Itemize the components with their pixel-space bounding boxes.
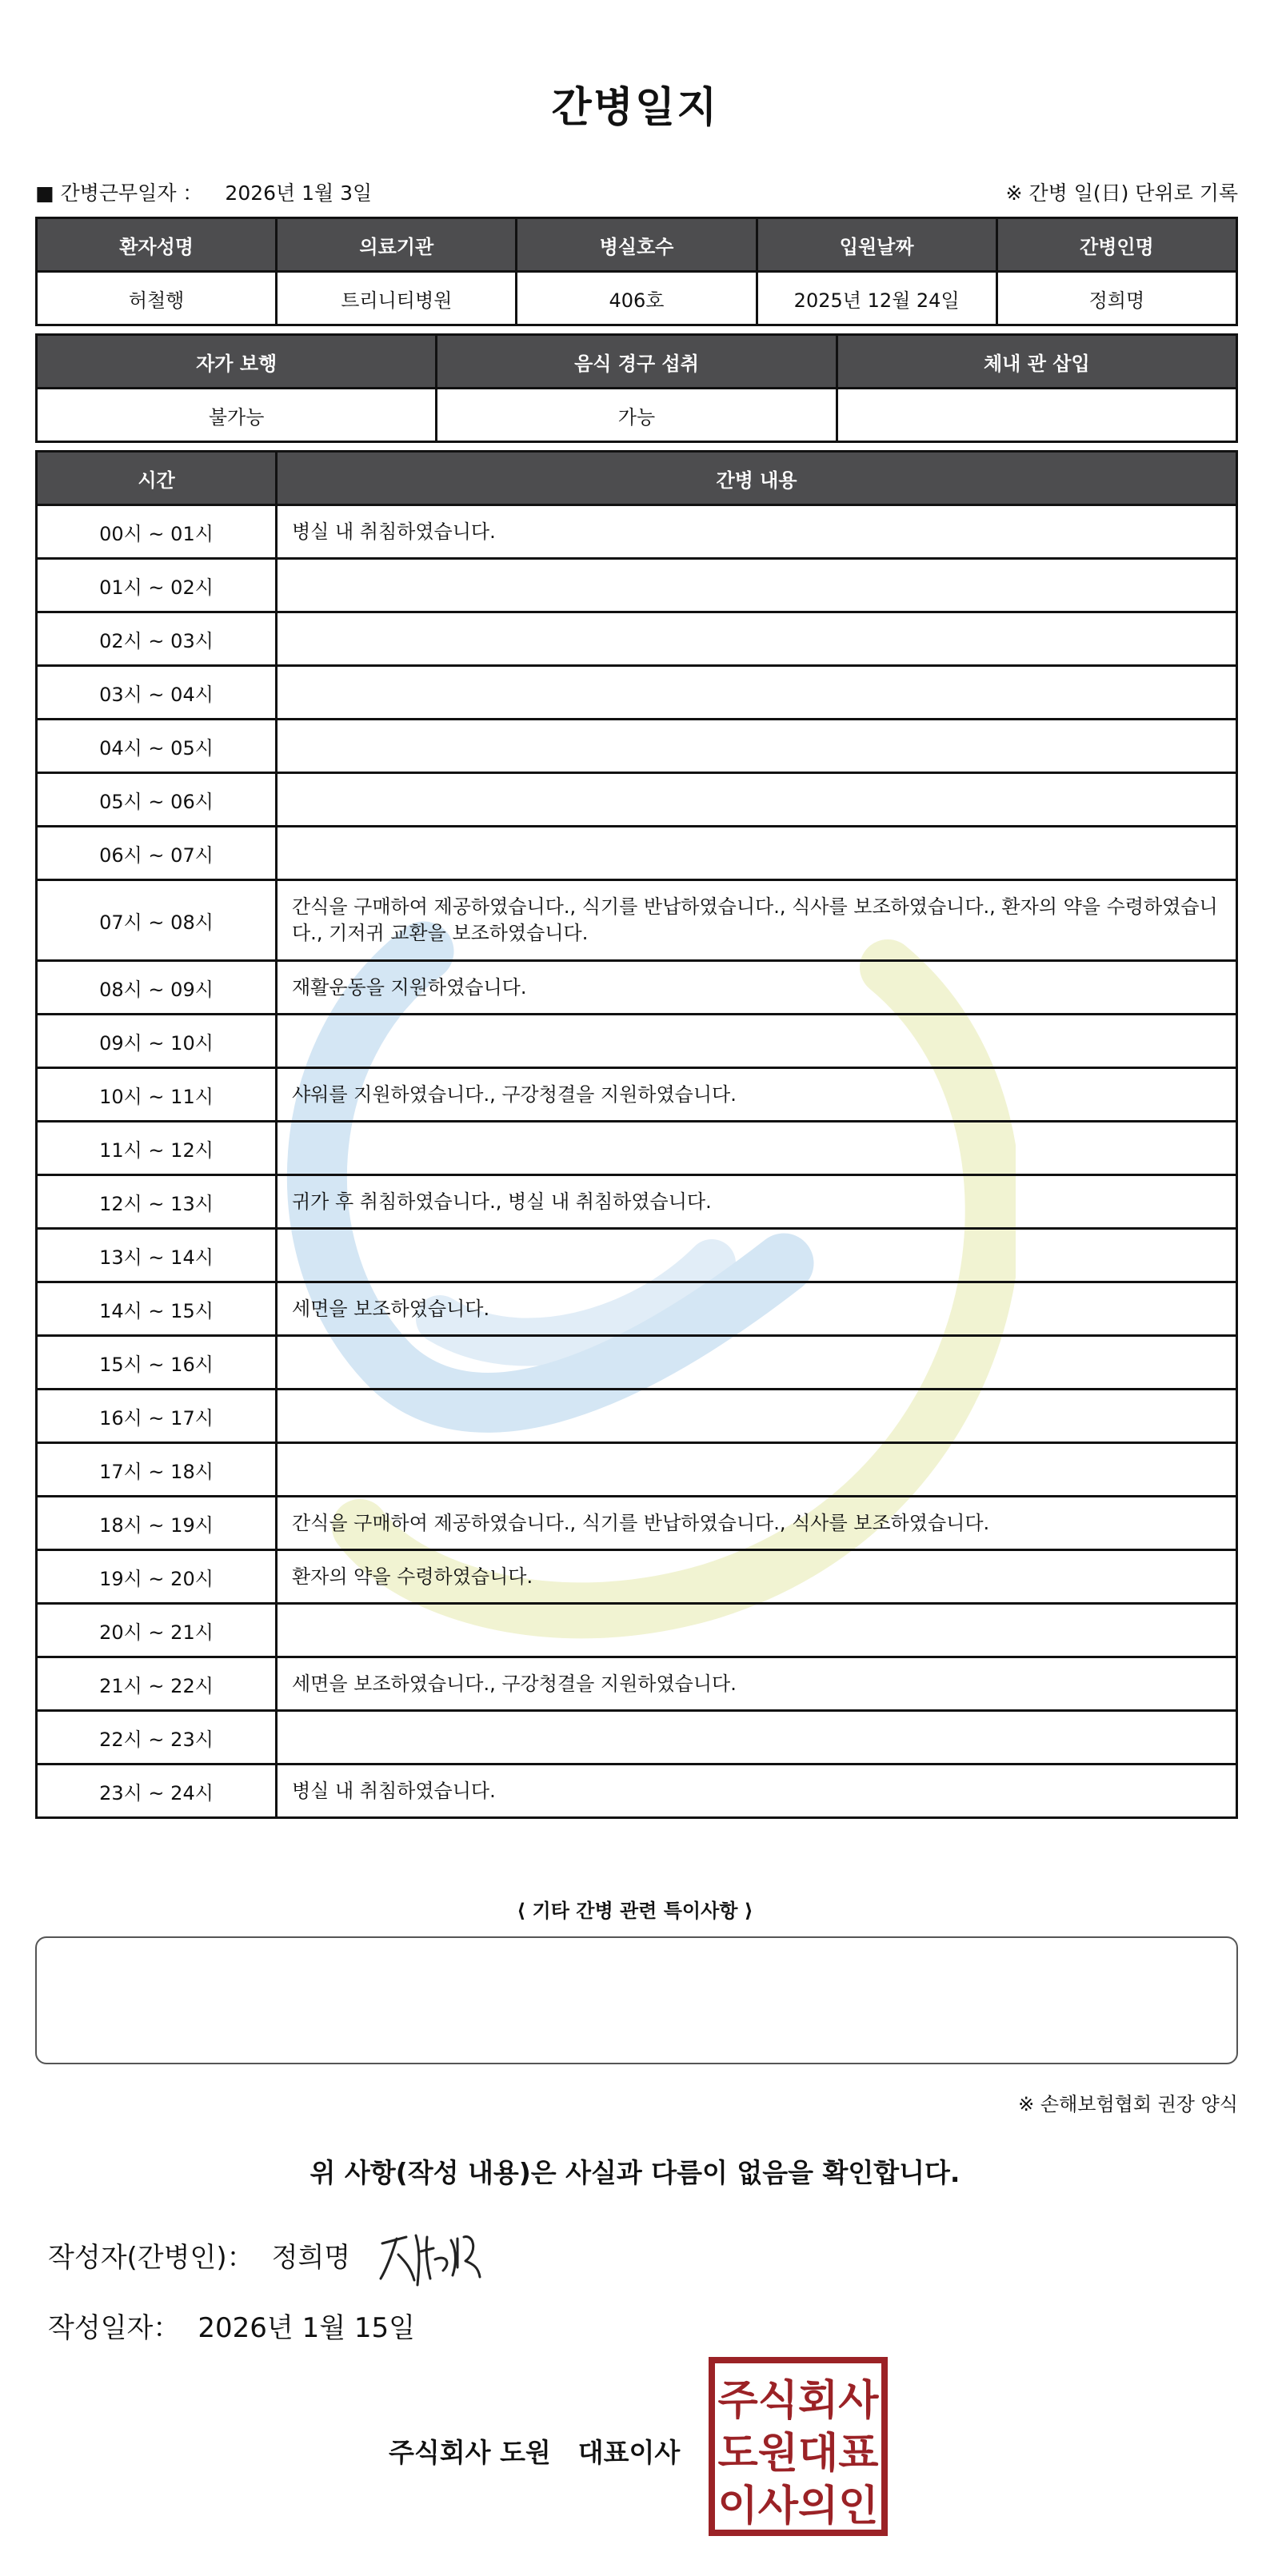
log-content [277, 1336, 1237, 1390]
header-oral-intake: 음식 경구 섭취 [437, 335, 837, 389]
table-row [37, 1015, 1237, 1068]
table-row [37, 961, 1237, 1015]
log-time: 05시 ~ 06시 [37, 773, 277, 827]
header-tube-insertion: 체내 관 삽입 [837, 335, 1236, 389]
log-time: 18시 ~ 19시 [37, 1497, 277, 1550]
table-row [37, 1229, 1237, 1282]
header-time: 시간 [37, 452, 277, 505]
table-row [37, 827, 1237, 880]
company-name: 주식회사 도원 [389, 2437, 551, 2468]
table-row [37, 1390, 1237, 1443]
log-time: 17시 ~ 18시 [37, 1443, 277, 1497]
log-content [277, 1443, 1237, 1497]
work-date-label: ■ 간병근무일자 ： [35, 181, 203, 205]
log-content [277, 1015, 1237, 1068]
log-time: 02시 ~ 03시 [37, 612, 277, 666]
caregiver-name: 정희명 [996, 272, 1236, 325]
status-value-row [37, 389, 1237, 442]
writer-label: 작성자(간병인)： [48, 2242, 254, 2274]
log-time: 00시 ~ 01시 [37, 505, 277, 559]
log-header-row [37, 452, 1237, 505]
written-date-line [48, 2306, 415, 2345]
table-row [37, 559, 1237, 612]
company-line [389, 2432, 680, 2470]
log-content: 간식을 구매하여 제공하였습니다., 식기를 반납하였습니다., 식사를 보조하였습니다., 환자의 약을 수령하였습니다., 기저귀 교환을 보조하였습니다. [277, 880, 1237, 961]
unit-note: ※ 간병 일(日) 단위로 기록 [1005, 181, 1238, 205]
log-content: 세면을 보조하였습니다., 구강청결을 지원하였습니다. [277, 1657, 1237, 1711]
log-content: 귀가 후 취침하였습니다., 병실 내 취침하였습니다. [277, 1175, 1237, 1229]
log-time: 20시 ~ 21시 [37, 1604, 277, 1657]
hospital: 트리니티병원 [277, 272, 517, 325]
log-content [277, 559, 1237, 612]
writer-name: 정희명 [271, 2242, 351, 2274]
log-time: 11시 ~ 12시 [37, 1122, 277, 1175]
log-time: 04시 ~ 05시 [37, 720, 277, 773]
log-time: 16시 ~ 17시 [37, 1390, 277, 1443]
status-header-row [37, 335, 1237, 389]
log-content: 병실 내 취침하였습니다. [277, 505, 1237, 559]
log-content [277, 1390, 1237, 1443]
table-row [37, 880, 1237, 961]
self-walking: 불가능 [37, 389, 437, 442]
log-time: 08시 ~ 09시 [37, 961, 277, 1015]
table-row [37, 1122, 1237, 1175]
log-time: 10시 ~ 11시 [37, 1068, 277, 1122]
confirmation-statement: 위 사항(작성 내용)은 사실과 다름이 없음을 확인합니다. [310, 2157, 960, 2188]
patient-value-row [37, 272, 1237, 325]
log-content [277, 720, 1237, 773]
log-content: 샤워를 지원하였습니다., 구강청결을 지원하였습니다. [277, 1068, 1237, 1122]
oral-intake: 가능 [437, 389, 837, 442]
work-date [35, 177, 372, 206]
table-row [37, 1175, 1237, 1229]
header-care-content: 간병 내용 [277, 452, 1237, 505]
log-time: 03시 ~ 04시 [37, 666, 277, 720]
log-content: 간식을 구매하여 제공하였습니다., 식기를 반납하였습니다., 식사를 보조하였습니다. [277, 1497, 1237, 1550]
written-date-value: 2026년 1월 15일 [198, 2312, 415, 2344]
header-hospital: 의료기관 [277, 218, 517, 272]
log-time: 14시 ~ 15시 [37, 1282, 277, 1336]
log-time: 23시 ~ 24시 [37, 1765, 277, 1818]
table-row [37, 1604, 1237, 1657]
table-row [37, 773, 1237, 827]
table-row [37, 612, 1237, 666]
seal-line: 주식회사 [717, 2377, 879, 2425]
writer-line [48, 2235, 350, 2275]
log-content [277, 827, 1237, 880]
form-note: ※ 손해보험협회 권장 양식 [1018, 2093, 1238, 2115]
table-row [37, 505, 1237, 559]
patient-name: 허철행 [37, 272, 277, 325]
table-row [37, 1550, 1237, 1604]
log-content [277, 1711, 1237, 1765]
log-content [277, 612, 1237, 666]
log-time: 19시 ~ 20시 [37, 1550, 277, 1604]
remarks-title: ⟨ 기타 간병 관련 특이사항 ⟩ [517, 1900, 753, 1922]
log-time: 12시 ~ 13시 [37, 1175, 277, 1229]
seal-line: 이사의인 [717, 2482, 879, 2530]
care-log-table [35, 450, 1238, 1819]
admission-date: 2025년 12월 24일 [757, 272, 996, 325]
header-self-walking: 자가 보행 [37, 335, 437, 389]
log-content [277, 773, 1237, 827]
log-time: 15시 ~ 16시 [37, 1336, 277, 1390]
patient-header-row [37, 218, 1237, 272]
tube-insertion [837, 389, 1236, 442]
log-time: 22시 ~ 23시 [37, 1711, 277, 1765]
header-caregiver-name: 간병인명 [996, 218, 1236, 272]
log-content: 병실 내 취침하였습니다. [277, 1765, 1237, 1818]
signature-image [374, 2219, 502, 2291]
table-row [37, 720, 1237, 773]
room-number: 406호 [517, 272, 757, 325]
table-row [37, 666, 1237, 720]
table-row [37, 1765, 1237, 1818]
header-room: 병실호수 [517, 218, 757, 272]
patient-status-table [35, 333, 1238, 443]
seal-line: 도원대표 [717, 2430, 879, 2478]
header-admission-date: 입원날짜 [757, 218, 996, 272]
table-row [37, 1711, 1237, 1765]
work-date-value: 2026년 1월 3일 [225, 181, 373, 205]
company-seal-stamp [707, 2355, 889, 2538]
representative-title: 대표이사 [577, 2437, 681, 2468]
table-row [37, 1282, 1237, 1336]
log-content [277, 666, 1237, 720]
log-content: 환자의 약을 수령하였습니다. [277, 1550, 1237, 1604]
document-title: 간병일지 [551, 84, 719, 132]
log-time: 01시 ~ 02시 [37, 559, 277, 612]
log-content [277, 1604, 1237, 1657]
table-row [37, 1657, 1237, 1711]
log-content: 세면을 보조하였습니다. [277, 1282, 1237, 1336]
log-time: 13시 ~ 14시 [37, 1229, 277, 1282]
table-row [37, 1497, 1237, 1550]
log-time: 07시 ~ 08시 [37, 880, 277, 961]
log-time: 06시 ~ 07시 [37, 827, 277, 880]
log-content [277, 1229, 1237, 1282]
header-patient-name: 환자성명 [37, 218, 277, 272]
written-date-label: 작성일자： [48, 2312, 181, 2344]
table-row [37, 1336, 1237, 1390]
log-time: 09시 ~ 10시 [37, 1015, 277, 1068]
table-row [37, 1068, 1237, 1122]
table-row [37, 1443, 1237, 1497]
remarks-box [35, 1936, 1238, 2064]
patient-info-table [35, 217, 1238, 326]
log-content: 재활운동을 지원하였습니다. [277, 961, 1237, 1015]
log-time: 21시 ~ 22시 [37, 1657, 277, 1711]
log-content [277, 1122, 1237, 1175]
